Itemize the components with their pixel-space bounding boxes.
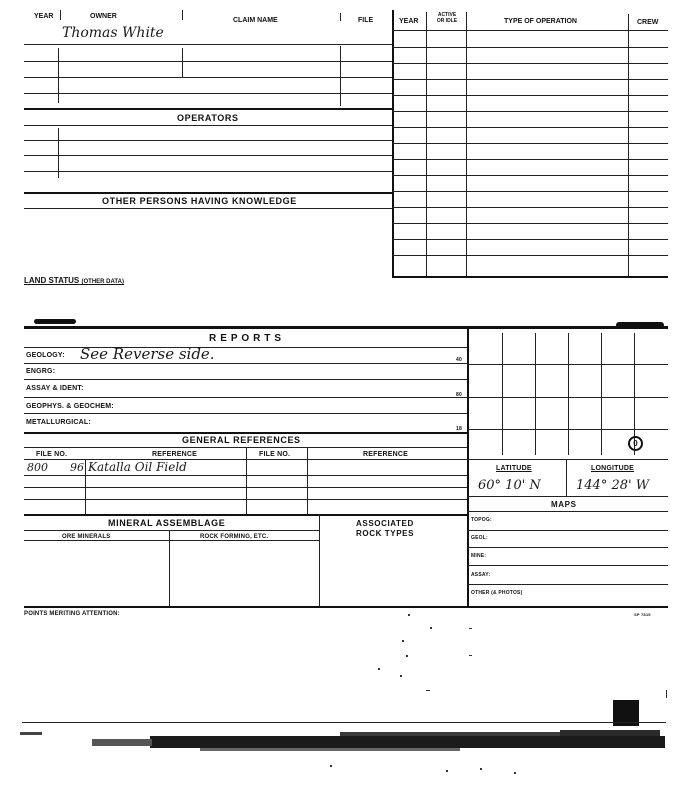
row-line <box>24 155 392 156</box>
general-references-heading: GENERAL REFERENCES <box>182 435 301 445</box>
row-line <box>392 79 668 80</box>
ref-reference: Katalla Oil Field <box>88 460 187 474</box>
column-line <box>319 514 320 606</box>
scan-speck <box>666 690 667 698</box>
grid-line <box>535 333 536 455</box>
other-persons-heading: OTHER PERSONS HAVING KNOWLEDGE <box>102 196 297 206</box>
row-line <box>24 432 468 434</box>
row-line <box>24 171 392 172</box>
owner-value: Thomas White <box>62 25 164 41</box>
row-line <box>392 63 668 64</box>
ops-year-header: YEAR <box>399 18 419 25</box>
file-no-header: FILE NO. <box>36 451 68 458</box>
scan-speck <box>446 770 448 772</box>
column-line <box>58 128 59 178</box>
scan-speck <box>430 627 432 629</box>
maps-other-label: OTHER (& PHOTOS) <box>471 590 523 596</box>
scan-mark <box>34 319 76 324</box>
claim-name-header: CLAIM NAME <box>233 17 278 24</box>
claims-year-header: YEAR <box>34 13 54 20</box>
owner-header: OWNER <box>90 13 117 20</box>
grid-line <box>467 397 668 398</box>
column-line <box>246 447 247 514</box>
scan-speck <box>480 768 482 770</box>
engrg-label: ENGRG: <box>26 368 56 375</box>
row-line <box>24 363 468 364</box>
reference-header: REFERENCE <box>152 451 197 458</box>
metallurgical-code: 18 <box>456 426 462 432</box>
maps-assay-label: ASSAY: <box>471 572 491 578</box>
active-header-line1: ACTIVE <box>437 12 457 18</box>
geology-label: GEOLOGY: <box>26 352 65 359</box>
ref-code: 96 <box>70 461 84 474</box>
scan-speck <box>469 655 472 656</box>
mineral-assemblage-heading: MINERAL ASSEMBLAGE <box>108 518 226 528</box>
scan-speck <box>408 614 410 616</box>
maps-geol-label: GEOL: <box>471 535 488 541</box>
scan-speck <box>378 668 380 670</box>
row-line <box>392 191 668 192</box>
reference-header-2: REFERENCE <box>363 451 408 458</box>
row-line <box>392 207 668 208</box>
points-meriting-label: POINTS MERITING ATTENTION: <box>24 611 120 617</box>
row-line <box>24 44 392 45</box>
row-line <box>24 77 392 78</box>
reports-heading: R E P O R T S <box>209 333 282 344</box>
ore-minerals-header: ORE MINERALS <box>62 534 111 540</box>
longitude-label: LONGITUDE <box>591 465 635 472</box>
form-code: SP 7815 <box>634 612 651 617</box>
scan-speck <box>400 675 402 677</box>
associated-header-line2: ROCK TYPES <box>356 529 415 538</box>
latitude-label: LATITUDE <box>496 465 532 472</box>
assay-label: ASSAY & IDENT: <box>26 385 84 392</box>
row-line <box>392 159 668 160</box>
row-line <box>24 379 468 380</box>
section-rule <box>24 326 668 329</box>
column-line <box>169 530 170 606</box>
column-line <box>307 447 308 514</box>
bottom-rule <box>22 722 666 723</box>
row-line <box>392 239 668 240</box>
row-line <box>467 565 668 566</box>
scan-noise-strip <box>0 726 678 756</box>
column-line <box>85 459 86 514</box>
column-line <box>58 48 59 103</box>
row-line <box>392 255 668 256</box>
row-line <box>467 496 668 497</box>
row-line <box>467 511 668 512</box>
land-status-label: LAND STATUS (OTHER DATA) <box>24 276 124 285</box>
metallurgical-label: METALLURGICAL: <box>26 419 91 426</box>
row-line <box>392 127 668 128</box>
scan-speck <box>402 640 404 642</box>
row-line <box>24 540 320 541</box>
file-no-header-2: FILE NO. <box>259 451 291 458</box>
row-line <box>392 223 668 224</box>
grid-marker: 0 <box>628 436 643 451</box>
column-line <box>566 460 567 496</box>
scan-speck <box>469 628 472 629</box>
row-line <box>24 140 392 141</box>
crew-header: CREW <box>637 19 659 26</box>
column-line <box>340 46 341 106</box>
grid-line <box>568 333 569 455</box>
row-line <box>392 47 668 48</box>
scan-speck <box>406 655 408 657</box>
row-line <box>24 397 468 398</box>
assay-code: 80 <box>456 392 462 398</box>
grid-line <box>467 364 668 365</box>
file-header: FILE <box>358 17 374 24</box>
header-tick <box>182 10 183 20</box>
grid-line <box>467 459 668 460</box>
row-line <box>24 208 392 209</box>
row-line <box>392 276 668 278</box>
latitude-value: 60° 10' N <box>478 478 541 493</box>
row-line <box>24 125 392 126</box>
longitude-value: 144° 28' W <box>576 478 650 493</box>
row-line <box>392 95 668 96</box>
section-rule <box>24 606 668 608</box>
geophys-label: GEOPHYS. & GEOCHEM: <box>26 403 114 410</box>
row-line <box>392 30 668 31</box>
rock-forming-header: ROCK FORMING, ETC. <box>200 534 269 540</box>
ref-file-no: 800 <box>27 461 48 474</box>
row-line <box>392 143 668 144</box>
row-line <box>392 175 668 176</box>
column-line <box>182 48 183 78</box>
row-line <box>24 61 392 62</box>
grid-line <box>467 429 668 430</box>
row-line <box>24 514 468 516</box>
geology-value: See Reverse side. <box>80 345 215 363</box>
scan-speck <box>514 772 516 774</box>
column-line <box>392 10 394 278</box>
active-header-line2: OR IDLE <box>436 18 458 24</box>
header-tick <box>340 13 341 21</box>
operators-heading: OPERATORS <box>177 113 239 123</box>
row-line <box>24 413 468 414</box>
grid-line <box>502 333 503 455</box>
scan-speck <box>426 690 430 691</box>
maps-heading: MAPS <box>551 500 577 509</box>
maps-topog-label: TOPOG: <box>471 517 492 523</box>
row-line <box>467 530 668 531</box>
header-tick <box>60 10 61 20</box>
row-line <box>392 111 668 112</box>
row-line <box>24 530 320 531</box>
row-line <box>24 108 392 110</box>
row-line <box>24 93 392 94</box>
maps-mine-label: MINE: <box>471 553 487 559</box>
grid-line <box>601 333 602 455</box>
associated-header-line1: ASSOCIATED <box>356 519 414 528</box>
scan-speck <box>330 765 332 767</box>
geology-code: 40 <box>456 357 462 363</box>
row-line <box>24 192 392 194</box>
row-line <box>467 547 668 548</box>
row-line <box>467 584 668 585</box>
type-of-operation-header: TYPE OF OPERATION <box>504 18 577 25</box>
